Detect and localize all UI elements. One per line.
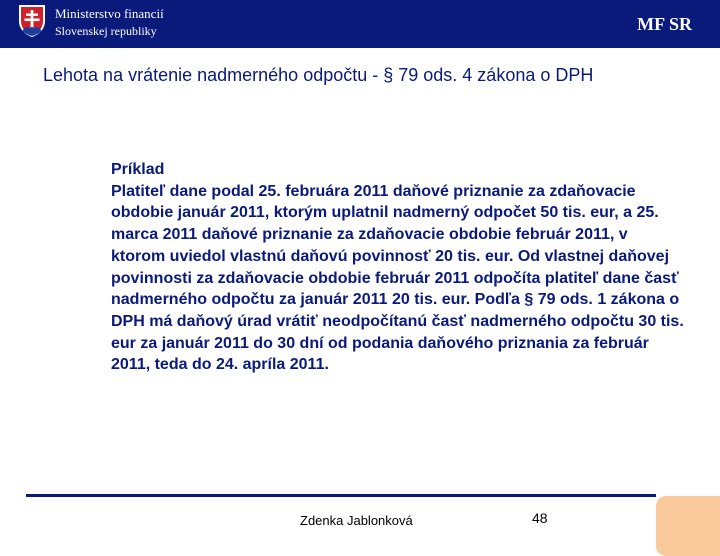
page-number: 48: [532, 510, 548, 526]
ministry-short-name: MF SR: [637, 14, 692, 34]
header-bar: [0, 0, 720, 48]
example-block: [111, 159, 686, 376]
example-label: Príklad: [111, 161, 165, 178]
ministry-name-line2: Slovenskej republiky: [55, 24, 157, 38]
corner-decoration: [656, 496, 720, 556]
slide-title: Lehota na vrátenie nadmerného odpočtu - § 79 ods. 4 zákona o DPH: [43, 65, 594, 85]
slovak-coat-of-arms-icon: [18, 4, 46, 38]
example-text: Platiteľ dane podal 25. februára 2011 daňové priznanie za zdaňovacie obdobie január 2011, ktorým uplatnil nadmerný odpočet 50 tis. eur, a 25. marca 2011 daňové priznanie za zdaňovacie obdobie február 2011, v ktorom uviedol vlastnú daňovú povinnosť 20 tis. eur. Od vlastnej daňovej povinnosti za zdaňovacie obdobie február 2011 odpočíta platiteľ dane časť nadmerného odpočtu za január 2011 20 tis. eur. Podľa § 79 ods. 1 zákona o DPH má daňový úrad vrátiť neodpočítanú časť nadmerného odpočtu 30 tis. eur za január 2011 do 30 dní od podania daňového priznania za február 2011, teda do 24. apríla 2011.: [111, 182, 684, 374]
footer-divider: [26, 494, 656, 497]
ministry-name-line1: Ministerstvo financií: [55, 6, 164, 21]
footer-author: Zdenka Jablonková: [300, 513, 413, 528]
